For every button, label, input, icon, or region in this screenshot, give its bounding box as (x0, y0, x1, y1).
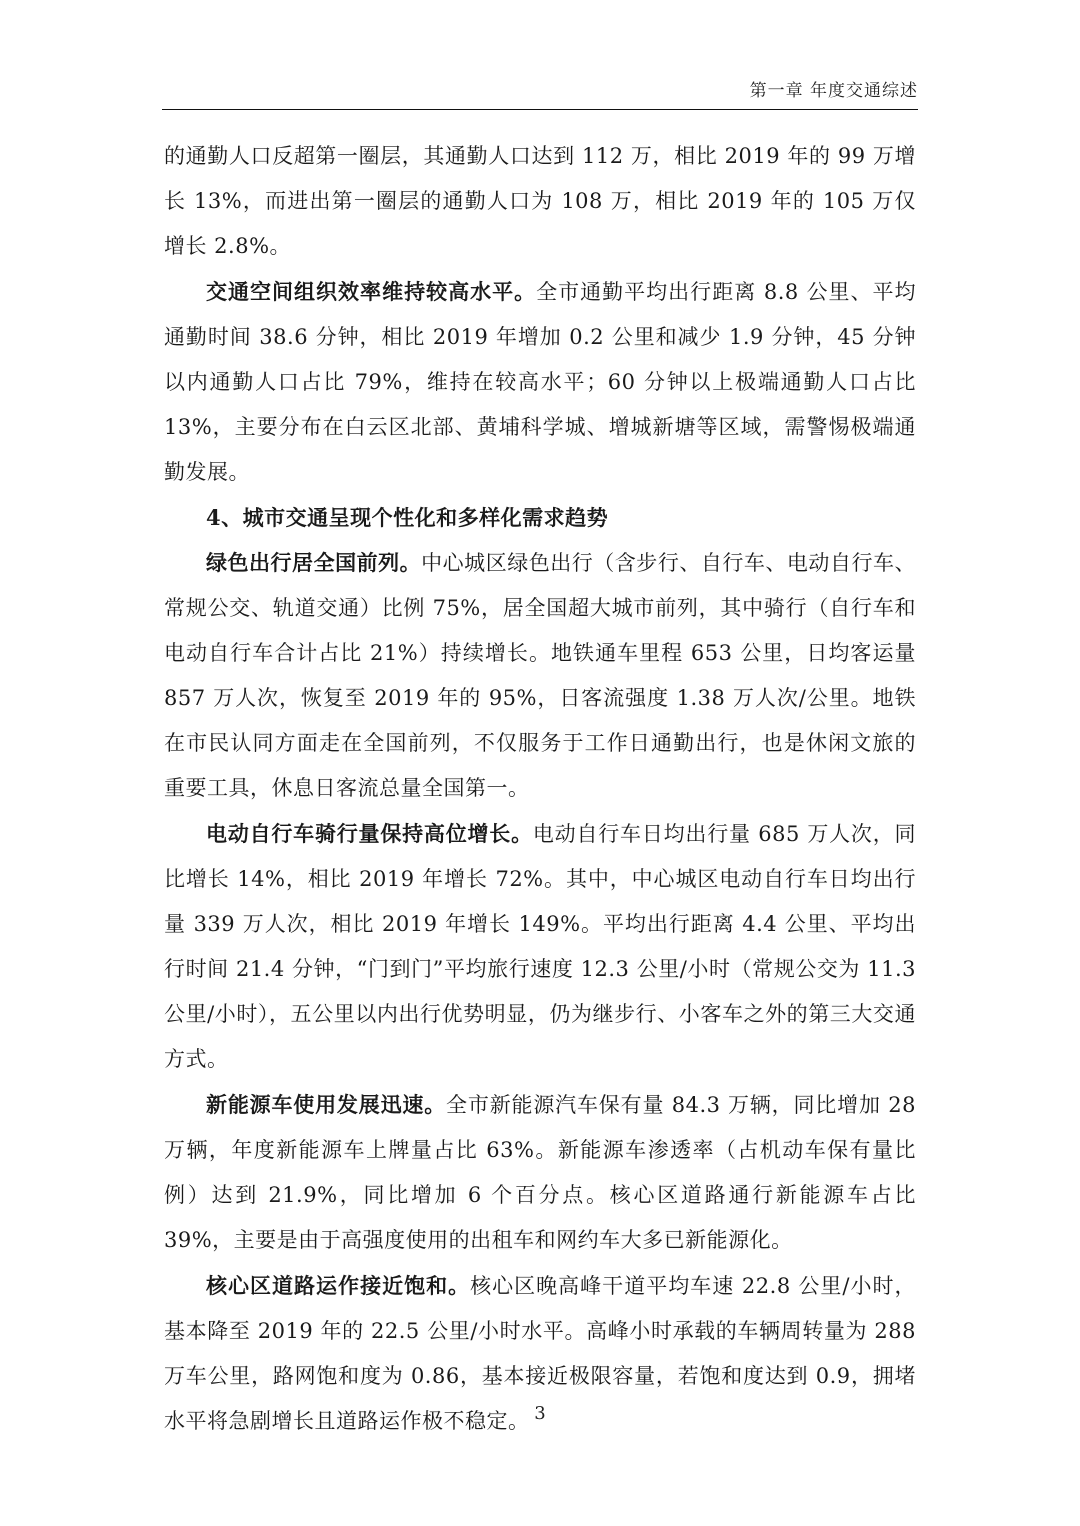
paragraph-text: 全市新能源汽车保有量 84.3 万辆，同比增加 28 万辆，年度新能源车上牌量占比 63%。新能源车渗透率（占机动车保有量比例）达到 21.9%，同比增加 6 个百分点。核心区道路通行新能源车占比 39%，主要是由于高强度使用的出租车和网约车大多已新能源化。 (164, 1093, 916, 1252)
paragraph-ebike (164, 811, 916, 1082)
section-heading: 4、城市交通呈现个性化和多样化需求趋势 (206, 505, 609, 530)
paragraph-text: 电动自行车日均出行量 685 万人次，同比增长 14%，相比 2019 年增长 72%。其中，中心城区电动自行车日均出行量 339 万人次，相比 2019 年增长 149%。平均出行距离 4.4 公里、平均出行时间 21.4 分钟，“门到门”平均旅行速度 12.3 公里/小时（常规公交为 11.3 公里/小时），五公里以内出行优势明显，仍为继步行、小客车之外的第三大交通方式。 (164, 822, 916, 1071)
paragraph-lead: 电动自行车骑行量保持高位增长。 (206, 821, 533, 846)
paragraph-continuation (164, 134, 916, 269)
page-number: 3 (534, 1403, 546, 1424)
document-body (164, 134, 916, 1444)
paragraph-text: 的通勤人口反超第一圈层，其通勤人口达到 112 万，相比 2019 年的 99 万增长 13%，而进出第一圈层的通勤人口为 108 万，相比 2019 年的 105 万仅增长 2.8%。 (164, 144, 916, 258)
paragraph-commute-efficiency (164, 269, 916, 495)
paragraph-lead: 核心区道路运作接近饱和。 (206, 1273, 471, 1298)
paragraph-text: 中心城区绿色出行（含步行、自行车、电动自行车、常规公交、轨道交通）比例 75%，居全国超大城市前列，其中骑行（自行车和电动自行车合计占比 21%）持续增长。地铁通车里程 653 公里，日均客运量 857 万人次，恢复至 2019 年的 95%，日客流强度 1.38 万人次/公里。地铁在市民认同方面走在全国前列，不仅服务于工作日通勤出行，也是休闲文旅的重要工具，休息日客流总量全国第一。 (164, 551, 916, 800)
paragraph-lead: 新能源车使用发展迅速。 (206, 1092, 447, 1117)
paragraph-new-energy (164, 1082, 916, 1263)
paragraph-text: 核心区晚高峰干道平均车速 22.8 公里/小时，基本降至 2019 年的 22.5 公里/小时水平。高峰小时承载的车辆周转量为 288 万车公里，路网饱和度为 0.86，基本接近极限容量，若饱和度达到 0.9，拥堵水平将急剧增长且道路运作极不稳定。 (164, 1274, 916, 1433)
paragraph-lead: 交通空间组织效率维持较高水平。 (206, 279, 537, 304)
paragraph-lead: 绿色出行居全国前列。 (206, 550, 422, 575)
header-divider (162, 109, 918, 110)
running-header: 第一章 年度交通综述 (749, 81, 918, 101)
paragraph-green-travel (164, 540, 916, 811)
paragraph-text: 全市通勤平均出行距离 8.8 公里、平均通勤时间 38.6 分钟，相比 2019 年增加 0.2 公里和减少 1.9 分钟，45 分钟以内通勤人口占比 79%，维持在较高水平；60 分钟以上极端通勤人口占比 13%，主要分布在白云区北部、黄埔科学城、增城新塘等区域，需警惕极端通勤发展。 (164, 280, 917, 484)
